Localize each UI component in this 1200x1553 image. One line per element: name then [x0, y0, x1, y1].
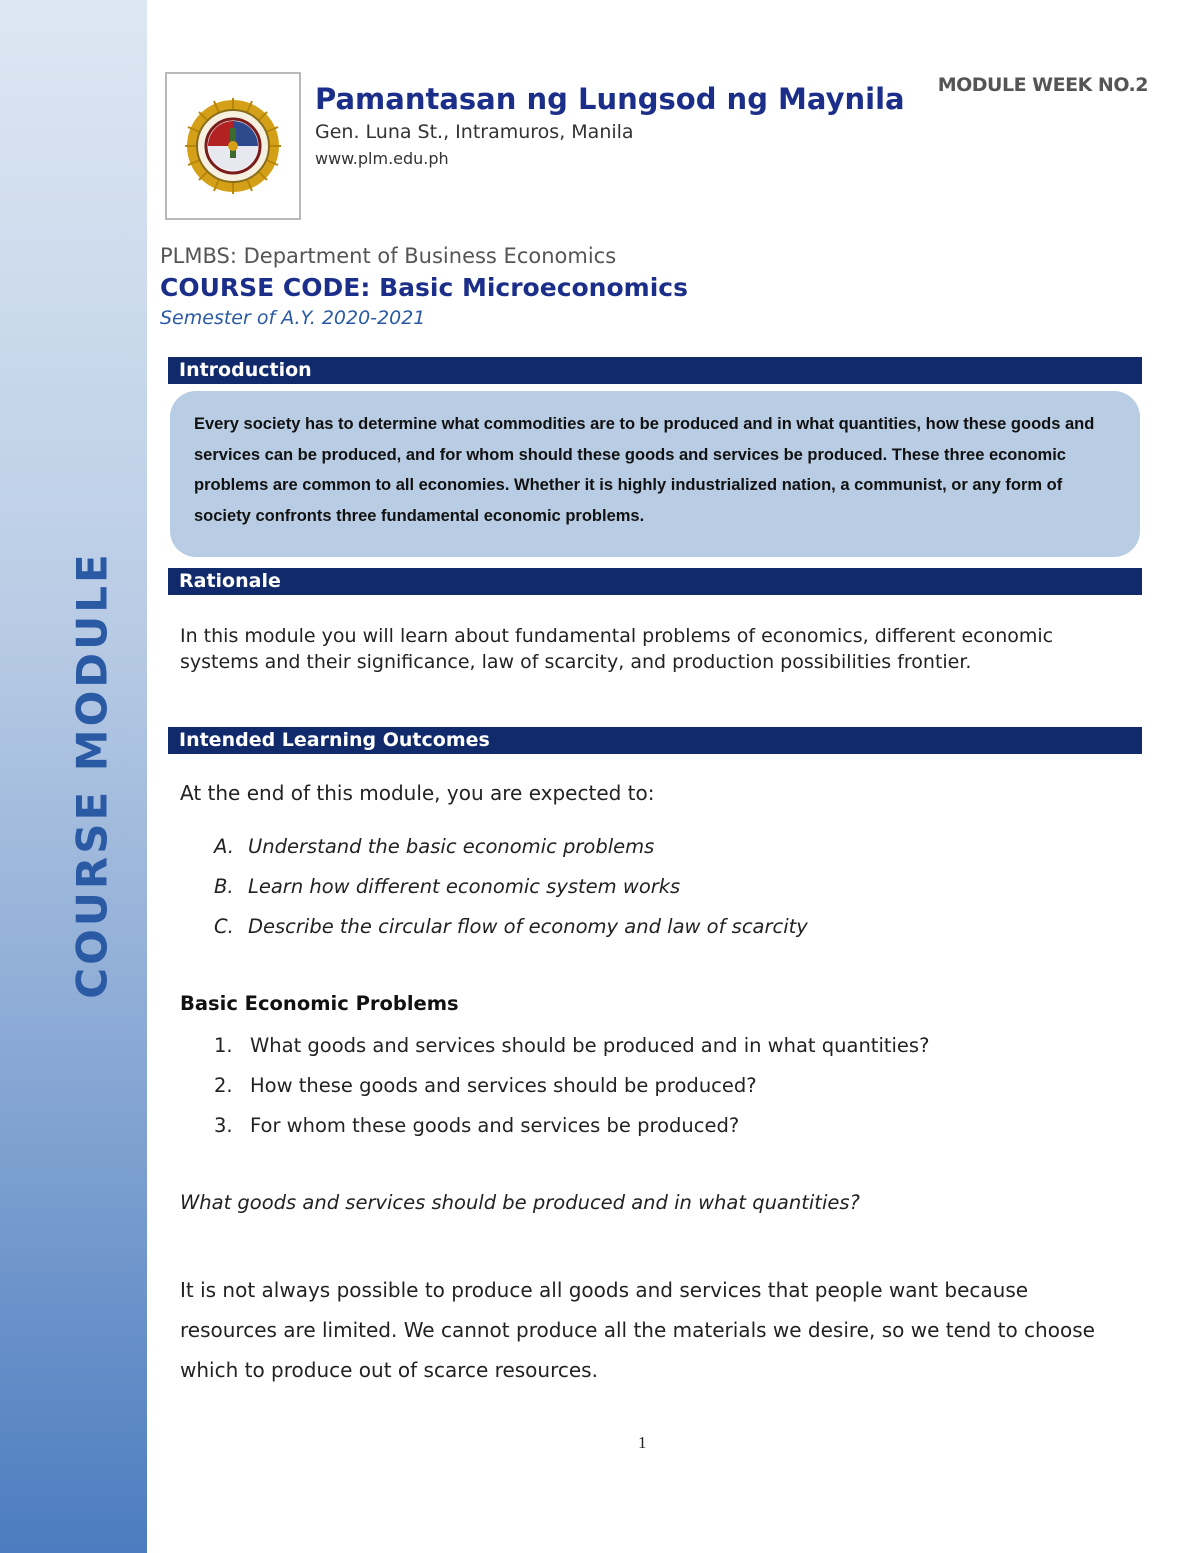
- list-item: [214, 1033, 929, 1073]
- list-marker: C.: [214, 915, 234, 938]
- course-code-title: COURSE CODE: Basic Microeconomics: [160, 273, 688, 302]
- discussion-question: What goods and services should be produced and in what quantities?: [180, 1191, 860, 1214]
- rationale-heading: Rationale: [168, 568, 1142, 595]
- list-item: [214, 834, 808, 874]
- list-item: [214, 1113, 929, 1153]
- list-item-text: Understand the basic economic problems: [248, 835, 655, 858]
- introduction-box: [170, 391, 1140, 557]
- ilo-list: [214, 834, 808, 954]
- basic-problems-list: [214, 1033, 929, 1153]
- introduction-text: Every society has to determine what commodities are to be produced and in what quantities, how these goods and services can be produced, and for whom should these goods and services be produced. These three economic problems are common to all economies. Whether it is highly industrialized nation, a communist, or any form of society confronts three fundamental economic problems.: [194, 415, 1095, 525]
- basic-problems-heading: Basic Economic Problems: [180, 992, 459, 1015]
- list-marker: 2.: [214, 1074, 233, 1097]
- page-number: 1: [638, 1433, 647, 1452]
- sidebar: [0, 0, 147, 1553]
- list-item: [214, 874, 808, 914]
- sidebar-title: COURSE MODULE: [67, 551, 117, 999]
- list-marker: B.: [214, 875, 234, 898]
- ilo-intro-text: At the end of this module, you are expected to:: [180, 781, 655, 805]
- list-item: [214, 914, 808, 954]
- university-address: Gen. Luna St., Intramuros, Manila: [315, 121, 634, 143]
- list-item-text: How these goods and services should be produced?: [250, 1074, 757, 1097]
- discussion-answer: It is not always possible to produce all goods and services that people want because resources are limited. We cannot produce all the materials we desire, so we tend to choose which to produce out of scarce resources.: [180, 1278, 1095, 1382]
- list-item-text: What goods and services should be produced and in what quantities?: [250, 1034, 930, 1057]
- semester-label: Semester of A.Y. 2020-2021: [160, 307, 426, 329]
- introduction-heading: Introduction: [168, 357, 1142, 384]
- rationale-text: In this module you will learn about fundamental problems of economics, different economic systems and their significance, law of scarcity, and production possibilities frontier.: [180, 625, 1054, 673]
- module-week-label: MODULE WEEK NO.2: [937, 74, 1148, 96]
- list-item: [214, 1073, 929, 1113]
- list-item-text: For whom these goods and services be produced?: [250, 1114, 740, 1137]
- department-label: PLMBS: Department of Business Economics: [160, 244, 617, 268]
- university-name: Pamantasan ng Lungsod ng Maynila: [315, 82, 905, 116]
- list-marker: 1.: [214, 1034, 233, 1057]
- list-item-text: Learn how different economic system works: [248, 875, 681, 898]
- university-logo: [165, 72, 301, 220]
- list-marker: A.: [214, 835, 234, 858]
- list-item-text: Describe the circular flow of economy and law of scarcity: [248, 915, 808, 938]
- university-seal-icon: [183, 96, 283, 196]
- university-website[interactable]: www.plm.edu.ph: [315, 149, 449, 168]
- ilo-heading: Intended Learning Outcomes: [168, 727, 1142, 754]
- list-marker: 3.: [214, 1114, 233, 1137]
